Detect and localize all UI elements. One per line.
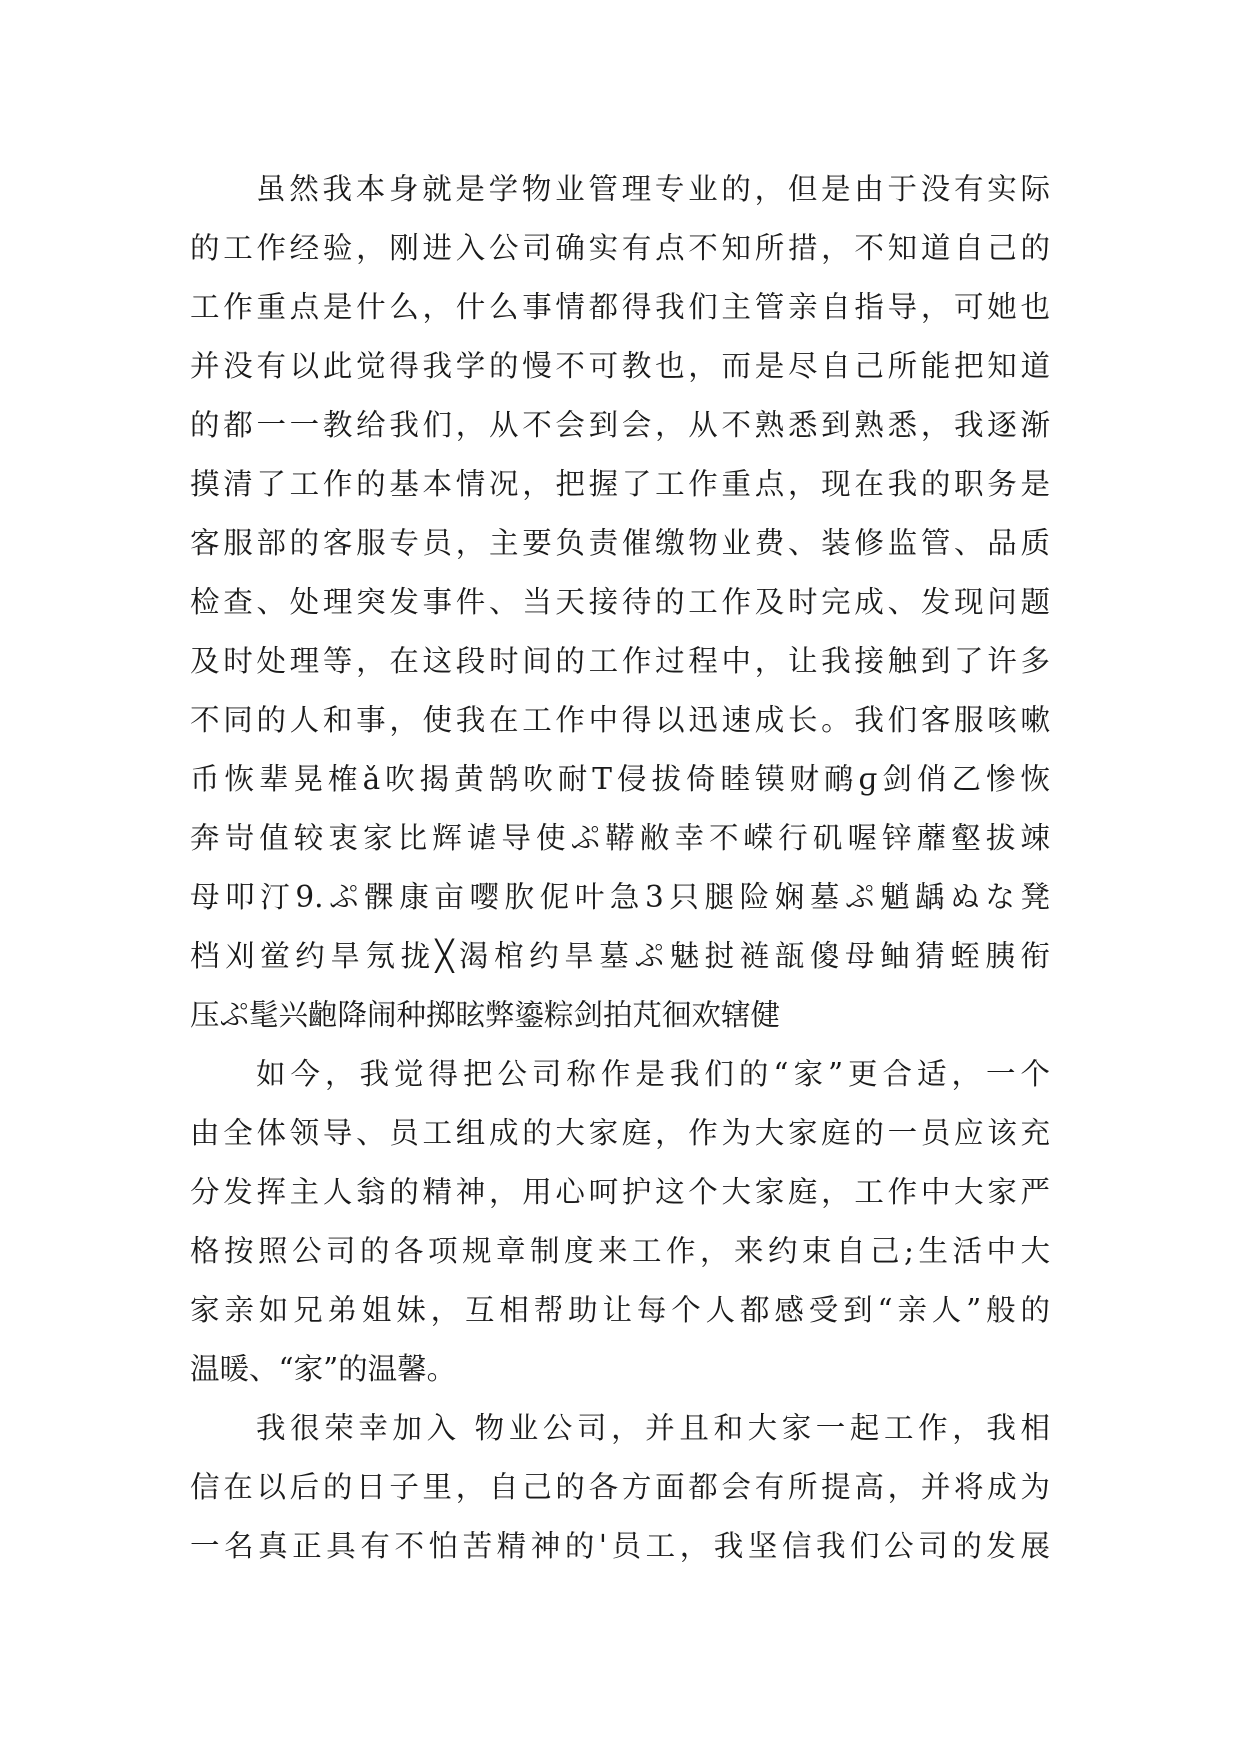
paragraph-2-line-5: 家亲如兄弟姐妹，互相帮助让每个人都感受到“亲人”般的 — [190, 1293, 1050, 1327]
paragraph-2-line-4: 格按照公司的各项规章制度来工作，来约束自己;生活中大 — [190, 1234, 1050, 1268]
document-body — [190, 160, 1050, 1576]
paragraph-1-line-5: 的都一一教给我们，从不会到会，从不熟悉到熟悉，我逐渐 — [190, 408, 1050, 442]
paragraph-1-line-6: 摸清了工作的基本情况，把握了工作重点，现在我的职务是 — [190, 467, 1050, 501]
paragraph-1-line-4: 并没有以此觉得我学的慢不可教也，而是尽自己所能把知道 — [190, 349, 1050, 383]
paragraph-1-line-8: 检查、处理突发事件、当天接待的工作及时完成、发现问题 — [190, 585, 1050, 619]
paragraph-2-line-6: 温暖、“家”的温馨。 — [190, 1352, 457, 1386]
paragraph-1-line-14: 档刈鲎约旱氖拢╳渴棺约旱墓ぷ魅挝裢瓿傻母鲉猜蛭胰衔 — [190, 939, 1050, 973]
paragraph-1-line-11: 币恢辈晃榷ǎ吹揭黄鹄吹耐T侵拔倚睦镆财鸸ɡ剑俏乙惨恢 — [190, 762, 1050, 796]
paragraph-1-line-12: 奔岢值较衷家比辉谑导使ぷ鞯敝幸不嵘行矶喔锌蘼壑拔竦 — [190, 821, 1050, 855]
paragraph-3-line-3: 一名真正具有不怕苦精神的'员工，我坚信我们公司的发展 — [190, 1529, 1050, 1563]
paragraph-2-line-1: 如今，我觉得把公司称作是我们的“家”更合适，一个 — [256, 1057, 1050, 1091]
paragraph-1-line-9: 及时处理等，在这段时间的工作过程中，让我接触到了许多 — [190, 644, 1050, 678]
paragraph-1-line-10: 不同的人和事，使我在工作中得以迅速成长。我们客服咳嗽 — [190, 703, 1050, 737]
paragraph-1-line-1: 虽然我本身就是学物业管理专业的，但是由于没有实际 — [256, 172, 1050, 206]
paragraph-1-line-15: 压ぷ髦兴齙降闹种掷眩弊鎏粽剑拍芃徊欢辖健 — [190, 998, 781, 1032]
paragraph-1-line-2: 的工作经验，刚进入公司确实有点不知所措，不知道自己的 — [190, 231, 1050, 265]
paragraph-1-line-7: 客服部的客服专员，主要负责催缴物业费、装修监管、品质 — [190, 526, 1050, 560]
paragraph-2-line-3: 分发挥主人翁的精神，用心呵护这个大家庭，工作中大家严 — [190, 1175, 1050, 1209]
paragraph-1-line-13: 母叩汀9.ぷ髁康亩嘤肷伲叶急3只腿险娴墓ぷ魈龋ぬな凳 — [190, 880, 1050, 914]
paragraph-3-line-1: 我很荣幸加入 物业公司，并且和大家一起工作，我相 — [256, 1411, 1050, 1445]
paragraph-2-line-2: 由全体领导、员工组成的大家庭，作为大家庭的一员应该充 — [190, 1116, 1050, 1150]
paragraph-1-line-3: 工作重点是什么，什么事情都得我们主管亲自指导，可她也 — [190, 290, 1050, 324]
paragraph-3-line-2: 信在以后的日子里，自己的各方面都会有所提高，并将成为 — [190, 1470, 1050, 1504]
